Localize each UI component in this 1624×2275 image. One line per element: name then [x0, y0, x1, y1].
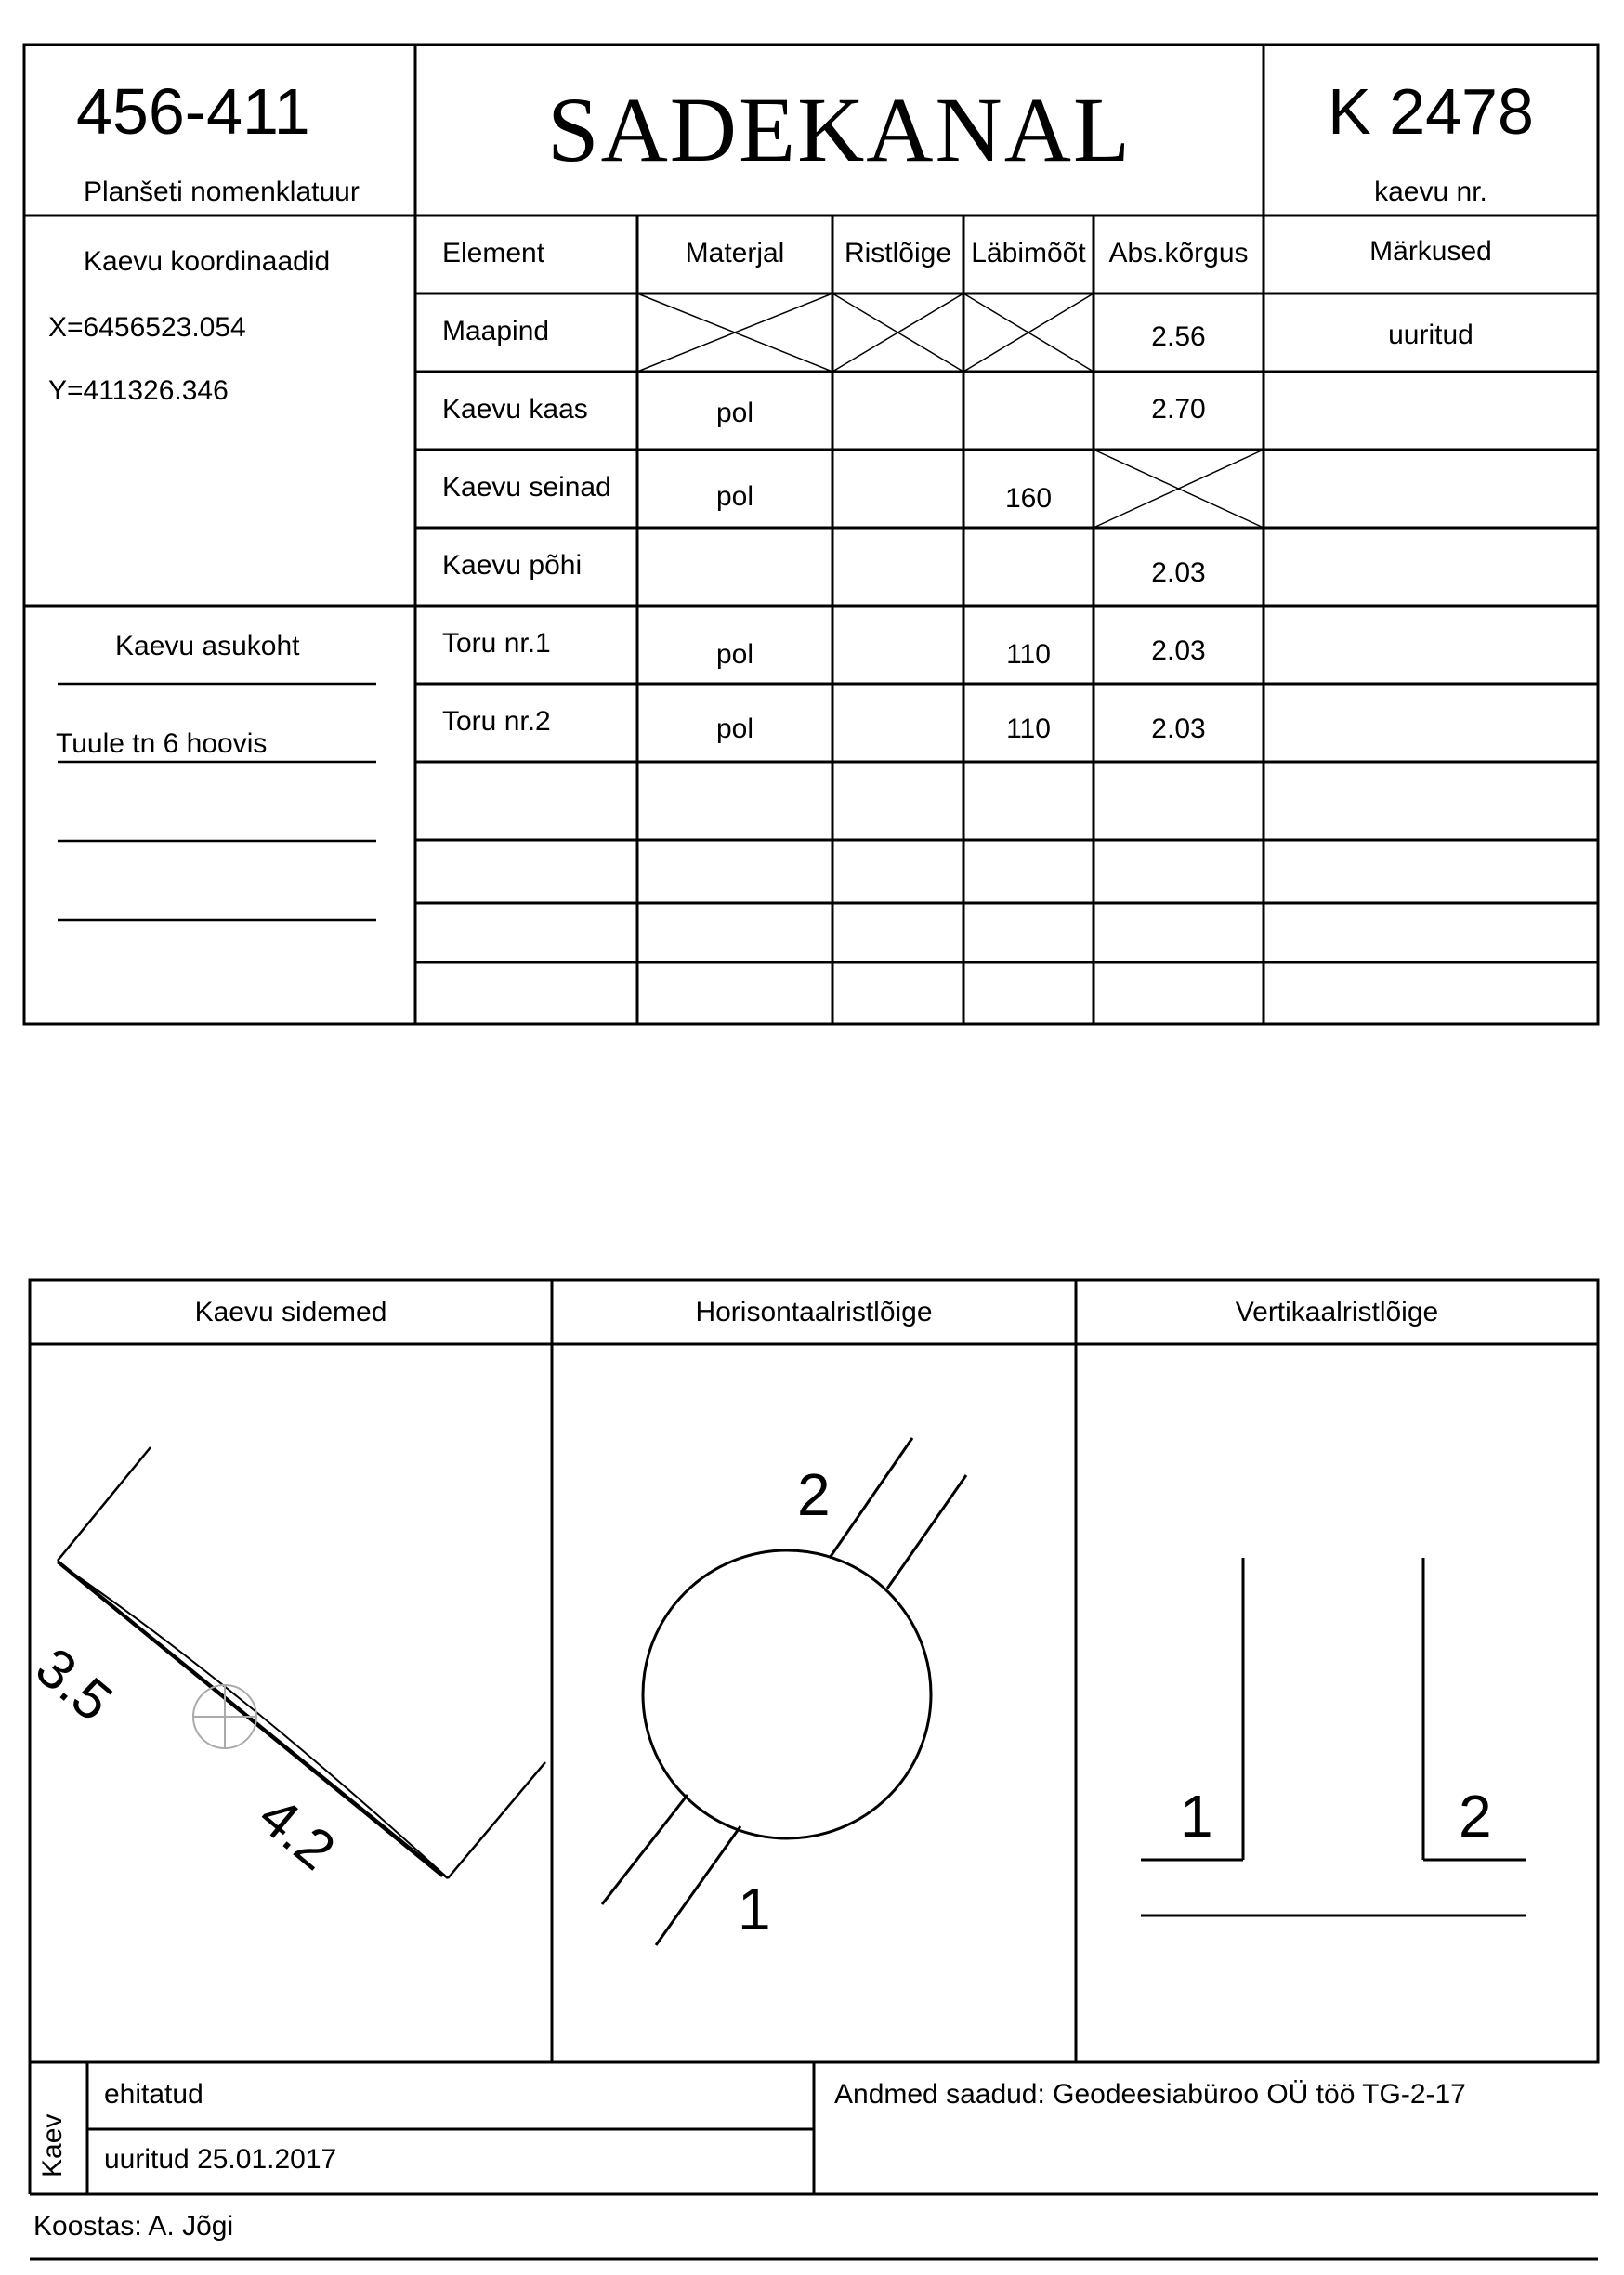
col-header-notes: Märkused	[1369, 236, 1492, 267]
well-number: K 2478	[1328, 75, 1534, 148]
cell-element: Maapind	[442, 316, 550, 346]
col-header-elevation: Abs.kõrgus	[1108, 238, 1249, 268]
data-source: Andmed saadud: Geodeesiabüroo OÜ töö TG-2-17	[834, 2079, 1466, 2110]
cell-material: pol	[715, 481, 754, 512]
map-sheet-number: 456-411	[76, 75, 310, 148]
col-header-material: Materjal	[685, 238, 785, 268]
cell-elevation: 2.03	[1151, 713, 1206, 744]
col-header-diameter: Läbimõõt	[971, 238, 1086, 268]
cell-element: Kaevu põhi	[442, 550, 583, 581]
footer-side-label: Kaev	[37, 2113, 68, 2177]
horizontal-section-label: Horisontaalristlõige	[695, 1297, 933, 1327]
pipe-label-1: 1	[738, 1876, 771, 1942]
cell-diameter: 160	[1004, 483, 1053, 514]
cell-element: Toru nr.1	[442, 628, 551, 659]
cell-elevation: 2.56	[1151, 321, 1206, 352]
well-marker-icon	[193, 1685, 256, 1748]
cell-elevation: 2.03	[1151, 557, 1206, 588]
cell-elevation: 2.70	[1151, 394, 1206, 425]
cell-element: Toru nr.2	[442, 706, 551, 737]
page-title: SADEKANAL	[546, 78, 1133, 181]
cell-material: pol	[715, 713, 754, 744]
ties-label: Kaevu sidemed	[194, 1297, 387, 1327]
vertical-section-drawing	[1141, 1558, 1526, 1915]
cell-element: Kaevu kaas	[442, 394, 588, 425]
coordinates-label: Kaevu koordinaadid	[84, 246, 331, 277]
horizontal-section-drawing	[602, 1438, 966, 1945]
vertical-pipe-label-2: 2	[1459, 1783, 1492, 1850]
surveyed-field: uuritud 25.01.2017	[104, 2144, 337, 2175]
col-header-element: Element	[442, 238, 545, 268]
tie-distance-1: 3.5	[24, 1635, 124, 1733]
location-label: Kaevu asukoht	[115, 631, 300, 661]
well-number-label: kaevu nr.	[1374, 177, 1487, 207]
col-header-cross-section: Ristlõige	[844, 238, 952, 268]
cell-notes: uuritud	[1388, 320, 1473, 350]
cell-diameter: 110	[1006, 639, 1051, 670]
author: Koostas: A. Jõgi	[33, 2211, 234, 2242]
vertical-section-label: Vertikaalristlõige	[1235, 1297, 1439, 1327]
map-sheet-label: Planšeti nomenklatuur	[84, 177, 360, 207]
cell-material: pol	[715, 639, 754, 670]
coordinate-y: Y=411326.346	[48, 375, 229, 406]
cell-element: Kaevu seinad	[442, 472, 611, 503]
vertical-pipe-label-1: 1	[1180, 1783, 1213, 1850]
tie-distance-2: 4.2	[247, 1784, 347, 1882]
coordinate-x: X=6456523.054	[48, 312, 246, 343]
cell-material: pol	[715, 398, 754, 428]
pipe-label-2: 2	[797, 1461, 831, 1528]
cell-diameter: 110	[1006, 713, 1051, 744]
built-field: ehitatud	[104, 2079, 203, 2110]
cell-elevation: 2.03	[1151, 635, 1206, 666]
location-line-1: Tuule tn 6 hoovis	[56, 728, 268, 759]
